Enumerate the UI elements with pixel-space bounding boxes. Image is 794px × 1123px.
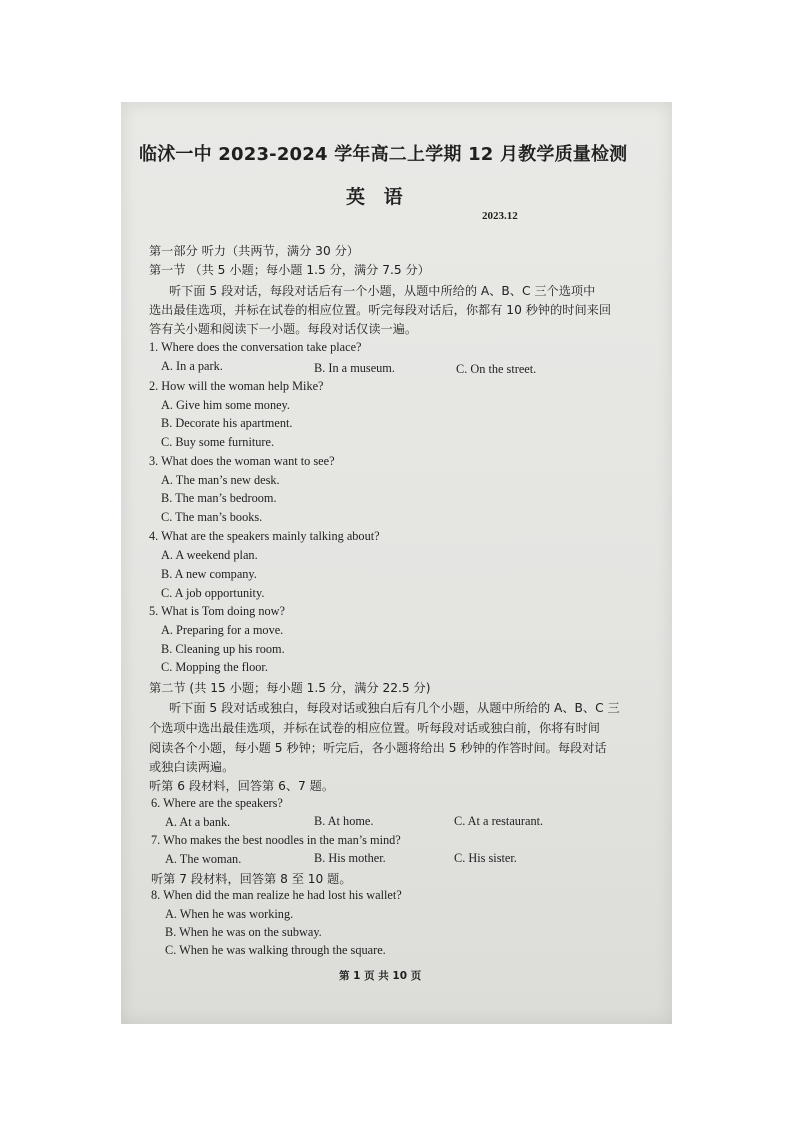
option-b: B. At home.	[314, 814, 374, 828]
instruction-line: 答有关小题和阅读下一小题。每段对话仅读一遍。	[149, 322, 418, 336]
instruction-line: 阅读各个小题，每小题 5 秒钟；听完后，各小题将给出 5 秒钟的作答时间。每段对话	[149, 741, 607, 755]
option-c: C. When he was walking through the square.	[165, 943, 386, 957]
option-c: C. The man’s books.	[161, 510, 263, 524]
option-c: C. At a restaurant.	[454, 814, 544, 828]
section2-heading: 第二节 (共 15 小题；每小题 1.5 分，满分 22.5 分)	[149, 681, 431, 695]
question-stem: 1. Where does the conversation take place?	[149, 340, 362, 354]
instruction-line: 或独白读两遍。	[149, 760, 235, 774]
exam-paper	[121, 102, 672, 1024]
material-6-note: 听第 6 段材料，回答第 6、7 题。	[149, 779, 335, 793]
option-c: C. His sister.	[454, 851, 517, 865]
option-b: B. When he was on the subway.	[165, 925, 322, 939]
option-b: B. The man’s bedroom.	[161, 491, 277, 505]
exam-title: 临沭一中 2023-2024 学年高二上学期 12 月教学质量检测	[139, 144, 628, 165]
instruction-line: 听下面 5 段对话，每段对话后有一个小题，从题中所给的 A、B、C 三个选项中	[169, 284, 596, 298]
question-stem: 7. Who makes the best noodles in the man’s mind?	[151, 833, 401, 847]
subject-title: 英 语	[346, 186, 409, 208]
option-c: C. On the street.	[456, 362, 537, 376]
option-a: A. At a bank.	[165, 815, 231, 829]
instruction-line: 选出最佳选项，并标在试卷的相应位置。听完每段对话后，你都有 10 秒钟的时间来回	[149, 303, 612, 317]
option-a: A. Preparing for a move.	[161, 623, 284, 637]
option-a: A. When he was working.	[165, 907, 294, 921]
page-number: 第 1 页 共 10 页	[339, 970, 422, 982]
question-stem: 3. What does the woman want to see?	[149, 454, 335, 468]
material-7-note: 听第 7 段材料，回答第 8 至 10 题。	[151, 872, 352, 886]
option-a: A. Give him some money.	[161, 398, 290, 412]
option-a: A. The man’s new desk.	[161, 473, 280, 487]
option-c: C. Buy some furniture.	[161, 435, 275, 449]
option-a: A. The woman.	[165, 852, 242, 866]
part1-heading: 第一部分 听力（共两节，满分 30 分）	[149, 244, 359, 258]
question-stem: 6. Where are the speakers?	[151, 796, 283, 810]
option-b: B. Decorate his apartment.	[161, 416, 293, 430]
section1-heading: 第一节 （共 5 小题；每小题 1.5 分，满分 7.5 分）	[149, 263, 430, 277]
instruction-line: 个选项中选出最佳选项，并标在试卷的相应位置。听每段对话或独白前，你将有时间	[149, 721, 600, 735]
question-stem: 4. What are the speakers mainly talking about?	[149, 529, 380, 543]
option-c: C. Mopping the floor.	[161, 660, 268, 674]
instruction-line: 听下面 5 段对话或独白，每段对话或独白后有几个小题，从题中所给的 A、B、C 三	[169, 701, 620, 715]
option-b: B. A new company.	[161, 567, 257, 581]
option-c: C. A job opportunity.	[161, 586, 265, 600]
exam-date: 2023.12	[482, 210, 518, 222]
question-stem: 2. How will the woman help Mike?	[149, 379, 324, 393]
option-a: A. In a park.	[161, 359, 223, 373]
question-stem: 5. What is Tom doing now?	[149, 604, 285, 618]
question-stem: 8. When did the man realize he had lost his wallet?	[151, 888, 402, 902]
option-b: B. His mother.	[314, 851, 386, 865]
option-b: B. In a museum.	[314, 361, 395, 375]
option-b: B. Cleaning up his room.	[161, 642, 285, 656]
option-a: A. A weekend plan.	[161, 548, 258, 562]
